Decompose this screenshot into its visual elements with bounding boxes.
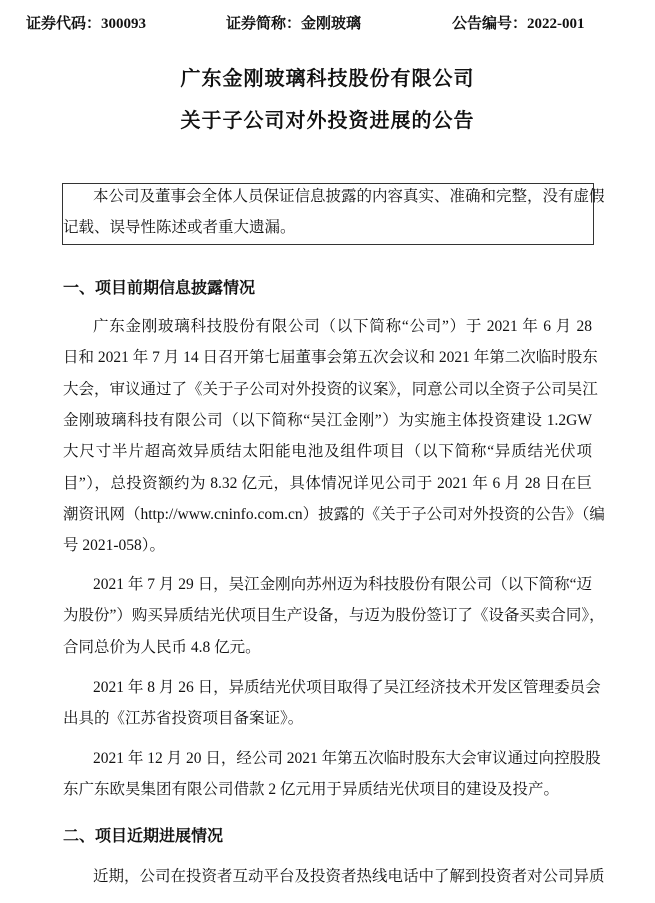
text-line: 广东金刚玻璃科技股份有限公司（以下简称“公司”）于 2021 年 6 月 28 xyxy=(93,318,592,335)
text-line: 近期，公司在投资者互动平台及投资者热线电话中了解到投资者对公司异质 xyxy=(93,868,605,885)
text-line: 2021 年 8 月 26 日，异质结光伏项目取得了吴江经济技术开发区管理委员会 xyxy=(93,679,601,696)
text-line: 为股份”）购买异质结光伏项目生产设备，与迈为股份签订了《设备买卖合同》， xyxy=(63,607,605,625)
stock-short-name: 证券简称：金刚玻璃 xyxy=(226,16,362,32)
text-line: 金刚玻璃科技有限公司（以下简称“吴江金刚”）为实施主体投资建设 1.2GW xyxy=(63,411,592,429)
notice-number: 公告编号：2022-001 xyxy=(452,16,585,32)
text-line: 2021 年 12 月 20 日，经公司 2021 年第五次临时股东大会审议通过向控股股 xyxy=(93,750,601,767)
text-line: 号 2021-058）。 xyxy=(63,537,166,555)
text-line: 记载、误导性陈述或者重大遗漏。 xyxy=(63,219,296,236)
text-line: 本公司及董事会全体人员保证信息披露的内容真实、准确和完整，没有虚假 xyxy=(93,188,605,205)
company-title: 广东金刚玻璃科技股份有限公司 xyxy=(180,68,475,90)
text-line: 合同总价为人民币 4.8 亿元。 xyxy=(63,638,261,656)
text-line: 大尺寸半片超高效异质结太阳能电池及组件项目（以下简称“异质结光伏项 xyxy=(63,443,592,461)
section-heading: 一、项目前期信息披露情况 xyxy=(63,280,256,297)
text-line: 出具的《江苏省投资项目备案证》。 xyxy=(63,710,304,728)
section-heading: 二、项目近期进展情况 xyxy=(63,828,224,845)
text-line: 日和 2021 年 7 月 14 日召开第七届董事会第五次会议和 2021 年第二次临时股东 xyxy=(63,349,598,367)
text-line: 目”），总投资额约为 8.32 亿元，具体情况详见公司于 2021 年 6 月 28 日在巨 xyxy=(63,474,592,492)
notice-title: 关于子公司对外投资进展的公告 xyxy=(180,110,475,132)
text-line: 2021 年 7 月 29 日，吴江金刚向苏州迈为科技股份有限公司（以下简称“迈 xyxy=(93,576,593,593)
text-line: 东广东欧昊集团有限公司借款 2 亿元用于异质结光伏项目的建设及投产。 xyxy=(63,781,560,799)
text-line: 潮资讯网（http://www.cninfo.com.cn）披露的《关于子公司对外投资的公告》（编 xyxy=(63,505,605,523)
text-line: 大会，审议通过了《关于子公司对外投资的议案》，同意公司以全资子公司吴江 xyxy=(63,380,598,398)
stock-code: 证券代码：300093 xyxy=(26,16,147,32)
